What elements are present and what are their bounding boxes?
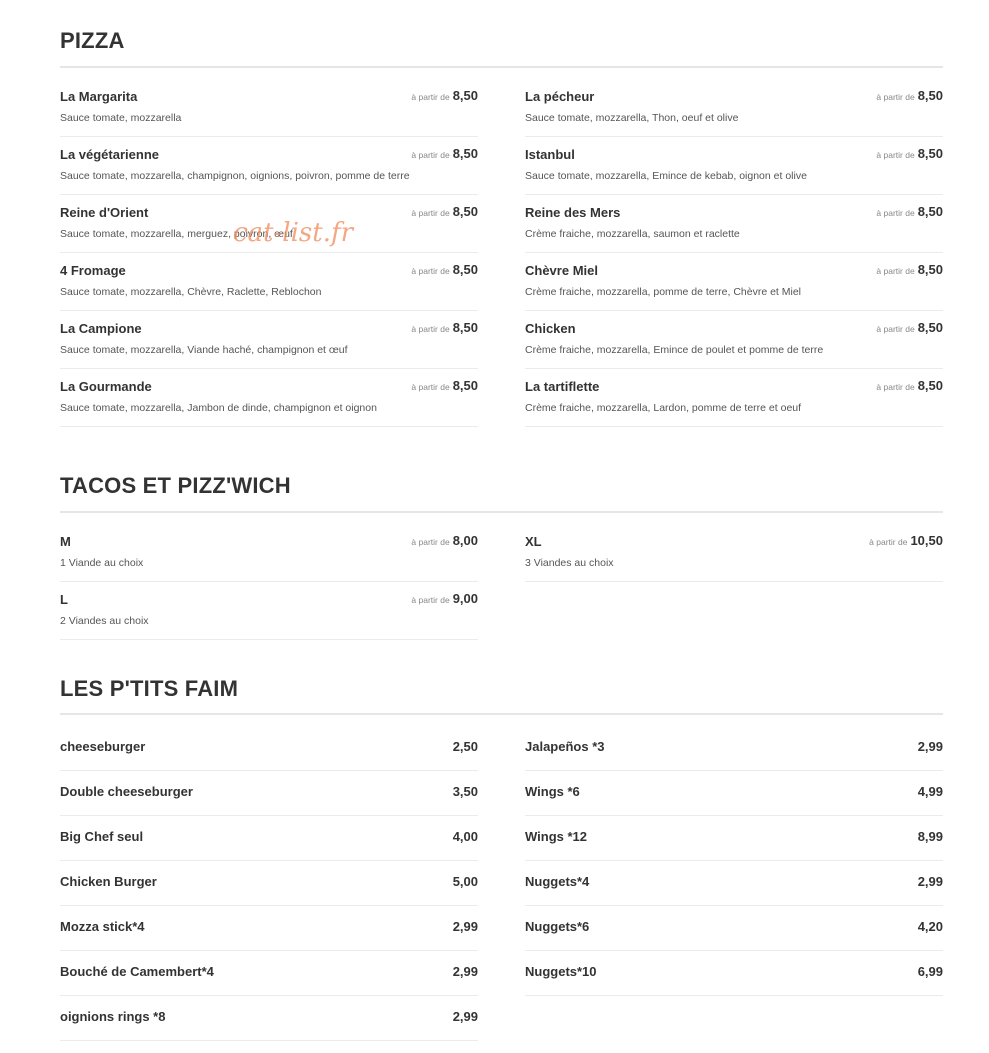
price-prefix: à partir de: [411, 150, 450, 160]
item-price: [411, 591, 478, 606]
price-value: 8,50: [452, 204, 478, 219]
item-price: [918, 964, 943, 979]
ptits-left-column: [60, 726, 478, 1041]
price-prefix: à partir de: [411, 208, 450, 218]
price-value: 4,00: [452, 829, 478, 844]
item-price: [918, 739, 943, 754]
menu-item: [525, 951, 943, 996]
section-divider: [60, 66, 943, 68]
menu-item: [60, 79, 478, 137]
item-price: [411, 533, 478, 548]
price-prefix: à partir de: [411, 92, 450, 102]
item-name: La Margarita: [60, 89, 138, 104]
item-name: Nuggets*6: [525, 919, 590, 934]
price-value: 8,50: [917, 320, 943, 335]
item-description: 1 Viande au choix: [60, 557, 144, 569]
section-title-tacos: TACOS ET PIZZ'WICH: [60, 473, 291, 498]
section-divider: [60, 511, 943, 513]
price-value: 8,99: [917, 829, 943, 844]
price-value: 8,00: [452, 533, 478, 548]
price-value: 4,99: [917, 784, 943, 799]
item-name: Nuggets*4: [525, 874, 590, 889]
price-prefix: à partir de: [876, 208, 915, 218]
price-value: 8,50: [452, 146, 478, 161]
item-description: Crème fraiche, mozzarella, pomme de terre, Chèvre et Miel: [525, 286, 802, 298]
item-price: [876, 88, 943, 103]
tacos-left-column: [60, 524, 478, 640]
menu-item: [60, 524, 478, 582]
price-prefix: à partir de: [411, 266, 450, 276]
item-name: Double cheeseburger: [60, 784, 193, 799]
item-price: [876, 378, 943, 393]
section-title-pizza: PIZZA: [60, 28, 125, 53]
price-prefix: à partir de: [869, 537, 908, 547]
item-name: La Gourmande: [60, 379, 152, 394]
item-name: Chicken: [525, 321, 576, 336]
menu-item: [525, 311, 943, 369]
item-price: [876, 146, 943, 161]
price-value: 9,00: [452, 591, 478, 606]
item-description: Crème fraiche, mozzarella, saumon et raclette: [525, 228, 740, 240]
item-name: La pécheur: [525, 89, 595, 104]
price-value: 2,99: [452, 919, 478, 934]
menu-item: [60, 771, 478, 816]
menu-item: [525, 253, 943, 311]
menu-item: [60, 861, 478, 906]
price-value: 5,00: [452, 874, 478, 889]
menu-item: [525, 816, 943, 861]
menu-item: [60, 816, 478, 861]
item-description: 2 Viandes au choix: [60, 615, 149, 627]
item-name: Bouché de Camembert*4: [60, 964, 214, 979]
item-name: Wings *6: [525, 784, 580, 799]
menu-item: [525, 726, 943, 771]
price-prefix: à partir de: [411, 537, 450, 547]
menu-item: [525, 524, 943, 582]
item-name: Istanbul: [525, 147, 575, 162]
price-value: 8,50: [917, 146, 943, 161]
item-price: [411, 320, 478, 335]
price-value: 8,50: [452, 88, 478, 103]
menu-item: [60, 951, 478, 996]
item-price: [453, 964, 478, 979]
item-name: Nuggets*10: [525, 964, 597, 979]
item-name: La Campione: [60, 321, 142, 336]
item-name: L: [60, 592, 68, 607]
menu-item: [525, 771, 943, 816]
item-description: Sauce tomate, mozzarella, Thon, oeuf et olive: [525, 112, 739, 124]
menu-item: [60, 726, 478, 771]
menu-item: [525, 79, 943, 137]
price-value: 8,50: [917, 204, 943, 219]
price-value: 8,50: [917, 262, 943, 277]
pizza-left-column: [60, 79, 478, 427]
item-price: [453, 829, 478, 844]
ptits-right-column: [525, 726, 943, 996]
item-price: [411, 204, 478, 219]
menu-item: [525, 906, 943, 951]
price-value: 8,50: [917, 378, 943, 393]
item-price: [453, 874, 478, 889]
item-name: La végétarienne: [60, 147, 159, 162]
menu-item: [60, 369, 478, 427]
menu-item: [525, 137, 943, 195]
section-title-ptits-faim: LES P'TITS FAIM: [60, 676, 239, 701]
item-name: 4 Fromage: [60, 263, 126, 278]
item-price: [453, 1009, 478, 1024]
menu-item: [60, 311, 478, 369]
price-value: 8,50: [452, 320, 478, 335]
price-value: 2,99: [452, 964, 478, 979]
price-value: 2,50: [452, 739, 478, 754]
item-name: Chicken Burger: [60, 874, 157, 889]
item-description: Crème fraiche, mozzarella, Emince de poulet et pomme de terre: [525, 344, 824, 356]
menu-item: [60, 996, 478, 1041]
menu-item: [60, 906, 478, 951]
price-prefix: à partir de: [411, 382, 450, 392]
price-value: 6,99: [917, 964, 943, 979]
item-price: [411, 378, 478, 393]
item-description: Sauce tomate, mozzarella, merguez, poivron, œuf: [60, 228, 293, 240]
menu-item: [60, 582, 478, 640]
price-value: 2,99: [917, 739, 943, 754]
item-price: [453, 739, 478, 754]
price-value: 8,50: [452, 378, 478, 393]
item-price: [453, 919, 478, 934]
price-prefix: à partir de: [876, 150, 915, 160]
item-description: Sauce tomate, mozzarella, Jambon de dinde, champignon et oignon: [60, 402, 377, 414]
watermark: cat-list.fr: [233, 218, 354, 248]
price-value: 8,50: [917, 88, 943, 103]
item-price: [918, 919, 943, 934]
item-price: [453, 784, 478, 799]
item-price: [918, 829, 943, 844]
menu-item: [525, 195, 943, 253]
item-price: [876, 204, 943, 219]
item-description: Crème fraiche, mozzarella, Lardon, pomme de terre et oeuf: [525, 402, 802, 414]
item-name: Big Chef seul: [60, 829, 144, 844]
item-description: Sauce tomate, mozzarella, champignon, oignions, poivron, pomme de terre: [60, 170, 410, 182]
item-name: Wings *12: [525, 829, 588, 844]
price-prefix: à partir de: [876, 324, 915, 334]
item-description: Sauce tomate, mozzarella: [60, 112, 182, 124]
pizza-right-column: [525, 79, 943, 427]
item-price: [869, 533, 943, 548]
price-prefix: à partir de: [411, 595, 450, 605]
price-value: 10,50: [910, 533, 943, 548]
item-name: Chèvre Miel: [525, 263, 598, 278]
menu-item: [60, 253, 478, 311]
item-description: Sauce tomate, mozzarella, Emince de kebab, oignon et olive: [525, 170, 807, 182]
item-price: [876, 320, 943, 335]
price-value: 4,20: [917, 919, 943, 934]
price-prefix: à partir de: [411, 324, 450, 334]
menu-item: [60, 137, 478, 195]
item-price: [411, 88, 478, 103]
item-name: M: [60, 534, 71, 549]
item-price: [918, 784, 943, 799]
item-price: [876, 262, 943, 277]
item-name: Mozza stick*4: [60, 919, 145, 934]
menu-item: [525, 369, 943, 427]
price-prefix: à partir de: [876, 382, 915, 392]
item-description: 3 Viandes au choix: [525, 557, 614, 569]
menu-item: [525, 861, 943, 906]
item-name: La tartiflette: [525, 379, 600, 394]
item-price: [411, 146, 478, 161]
item-price: [411, 262, 478, 277]
item-name: XL: [525, 534, 542, 549]
price-value: 2,99: [452, 1009, 478, 1024]
price-value: 2,99: [917, 874, 943, 889]
price-prefix: à partir de: [876, 266, 915, 276]
item-name: Jalapeños *3: [525, 739, 605, 754]
price-value: 3,50: [452, 784, 478, 799]
item-name: cheeseburger: [60, 739, 146, 754]
item-name: Reine d'Orient: [60, 205, 149, 220]
item-description: Sauce tomate, mozzarella, Viande haché, champignon et œuf: [60, 344, 348, 356]
section-divider: [60, 713, 943, 715]
tacos-right-column: [525, 524, 943, 582]
item-description: Sauce tomate, mozzarella, Chèvre, Raclette, Reblochon: [60, 286, 322, 298]
price-prefix: à partir de: [876, 92, 915, 102]
price-value: 8,50: [452, 262, 478, 277]
item-name: oignions rings *8: [60, 1009, 166, 1024]
item-name: Reine des Mers: [525, 205, 621, 220]
item-price: [918, 874, 943, 889]
